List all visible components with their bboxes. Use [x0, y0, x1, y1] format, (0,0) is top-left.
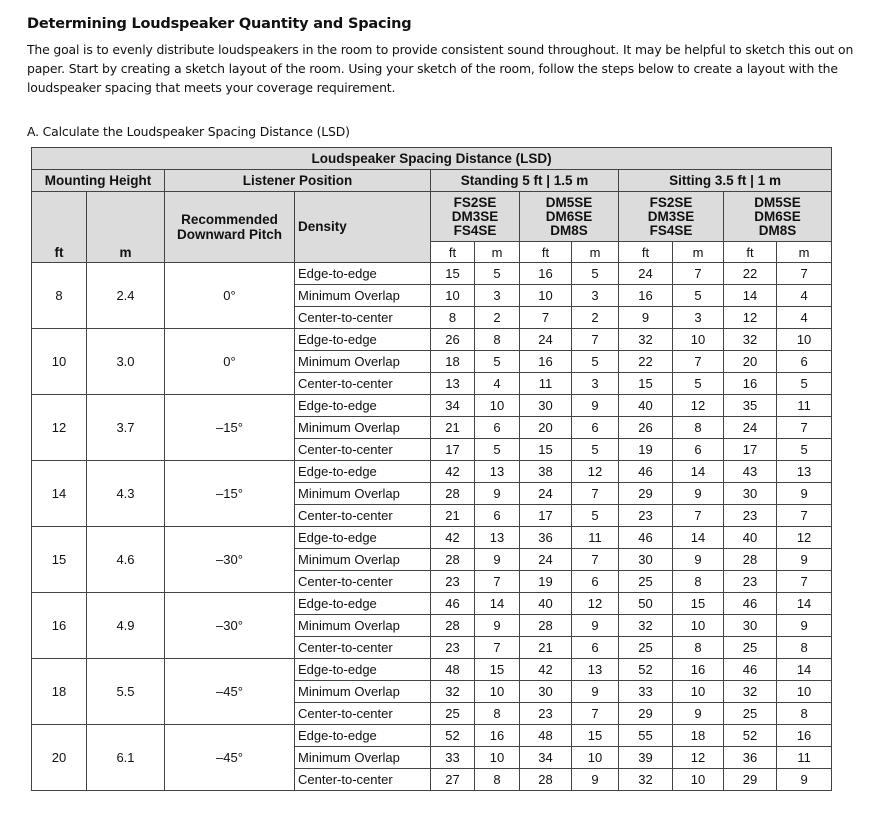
- value-cell: 7: [572, 549, 619, 571]
- value-cell: 30: [724, 483, 777, 505]
- density-cell: Center-to-center: [295, 703, 431, 725]
- value-cell: 29: [724, 769, 777, 791]
- value-cell: 23: [619, 505, 673, 527]
- m-header: m: [87, 192, 165, 263]
- value-cell: 10: [572, 747, 619, 769]
- value-cell: 8: [673, 417, 724, 439]
- height-ft-cell: 16: [32, 593, 87, 659]
- value-cell: 9: [673, 703, 724, 725]
- density-cell: Minimum Overlap: [295, 417, 431, 439]
- pitch-cell: –45°: [165, 725, 295, 791]
- value-cell: 18: [673, 725, 724, 747]
- value-cell: 7: [777, 263, 832, 285]
- value-cell: 32: [724, 329, 777, 351]
- value-cell: 15: [572, 725, 619, 747]
- value-cell: 30: [619, 549, 673, 571]
- value-cell: 39: [619, 747, 673, 769]
- value-cell: 13: [572, 659, 619, 681]
- unit-m: m: [673, 242, 724, 263]
- value-cell: 7: [673, 351, 724, 373]
- unit-m: m: [777, 242, 832, 263]
- value-cell: 23: [431, 637, 475, 659]
- value-cell: 10: [431, 285, 475, 307]
- value-cell: 48: [520, 725, 572, 747]
- model-name: FS4SE: [453, 222, 497, 238]
- value-cell: 8: [777, 703, 832, 725]
- unit-m: m: [475, 242, 520, 263]
- value-cell: 6: [572, 417, 619, 439]
- standing-models-b: [520, 192, 619, 242]
- value-cell: 34: [431, 395, 475, 417]
- height-ft-cell: 20: [32, 725, 87, 791]
- value-cell: 9: [475, 615, 520, 637]
- value-cell: 32: [724, 681, 777, 703]
- density-cell: Center-to-center: [295, 307, 431, 329]
- density-cell: Edge-to-edge: [295, 659, 431, 681]
- value-cell: 32: [619, 615, 673, 637]
- value-cell: 23: [520, 703, 572, 725]
- value-cell: 10: [777, 681, 832, 703]
- density-cell: Edge-to-edge: [295, 725, 431, 747]
- value-cell: 6: [475, 505, 520, 527]
- value-cell: 22: [619, 351, 673, 373]
- value-cell: 52: [724, 725, 777, 747]
- value-cell: 14: [777, 593, 832, 615]
- value-cell: 10: [475, 747, 520, 769]
- density-cell: Center-to-center: [295, 571, 431, 593]
- value-cell: 22: [724, 263, 777, 285]
- value-cell: 7: [572, 329, 619, 351]
- value-cell: 9: [777, 483, 832, 505]
- value-cell: 16: [475, 725, 520, 747]
- table-row: [32, 527, 832, 549]
- height-ft-cell: 14: [32, 461, 87, 527]
- value-cell: 10: [673, 329, 724, 351]
- height-m-cell: 2.4: [87, 263, 165, 329]
- value-cell: 7: [520, 307, 572, 329]
- height-m-cell: 4.6: [87, 527, 165, 593]
- model-name: DM8S: [758, 222, 797, 238]
- value-cell: 24: [520, 549, 572, 571]
- value-cell: 9: [572, 681, 619, 703]
- density-cell: Center-to-center: [295, 769, 431, 791]
- value-cell: 9: [475, 483, 520, 505]
- value-cell: 6: [673, 439, 724, 461]
- value-cell: 18: [431, 351, 475, 373]
- standing-header: Standing 5 ft | 1.5 m: [431, 170, 619, 192]
- mounting-height-header: Mounting Height: [32, 170, 165, 192]
- value-cell: 6: [572, 571, 619, 593]
- pitch-cell: 0°: [165, 329, 295, 395]
- value-cell: 10: [475, 681, 520, 703]
- value-cell: 15: [520, 439, 572, 461]
- model-name: FS4SE: [649, 222, 693, 238]
- density-cell: Minimum Overlap: [295, 549, 431, 571]
- value-cell: 24: [724, 417, 777, 439]
- model-name: FS2SE: [453, 194, 497, 210]
- value-cell: 11: [572, 527, 619, 549]
- value-cell: 11: [777, 395, 832, 417]
- height-m-cell: 4.3: [87, 461, 165, 527]
- value-cell: 7: [777, 571, 832, 593]
- density-cell: Edge-to-edge: [295, 593, 431, 615]
- table-row: [32, 725, 832, 747]
- value-cell: 13: [475, 461, 520, 483]
- value-cell: 15: [475, 659, 520, 681]
- pitch-cell: –15°: [165, 461, 295, 527]
- height-ft-cell: 8: [32, 263, 87, 329]
- value-cell: 16: [724, 373, 777, 395]
- value-cell: 28: [431, 549, 475, 571]
- value-cell: 21: [431, 505, 475, 527]
- value-cell: 5: [475, 351, 520, 373]
- value-cell: 25: [619, 637, 673, 659]
- height-m-cell: 6.1: [87, 725, 165, 791]
- value-cell: 25: [724, 703, 777, 725]
- unit-ft: ft: [724, 242, 777, 263]
- value-cell: 13: [777, 461, 832, 483]
- value-cell: 5: [475, 439, 520, 461]
- height-m-cell: 4.9: [87, 593, 165, 659]
- density-cell: Edge-to-edge: [295, 263, 431, 285]
- value-cell: 2: [475, 307, 520, 329]
- value-cell: 7: [777, 505, 832, 527]
- density-cell: Minimum Overlap: [295, 483, 431, 505]
- value-cell: 7: [475, 637, 520, 659]
- value-cell: 23: [724, 505, 777, 527]
- value-cell: 11: [520, 373, 572, 395]
- value-cell: 9: [777, 769, 832, 791]
- value-cell: 24: [520, 483, 572, 505]
- height-ft-cell: 15: [32, 527, 87, 593]
- height-m-cell: 3.7: [87, 395, 165, 461]
- value-cell: 12: [777, 527, 832, 549]
- value-cell: 8: [431, 307, 475, 329]
- value-cell: 20: [520, 417, 572, 439]
- model-name: DM3SE: [647, 208, 695, 224]
- value-cell: 14: [724, 285, 777, 307]
- value-cell: 28: [431, 615, 475, 637]
- value-cell: 33: [431, 747, 475, 769]
- density-cell: Minimum Overlap: [295, 747, 431, 769]
- value-cell: 7: [777, 417, 832, 439]
- value-cell: 10: [777, 329, 832, 351]
- height-ft-cell: 18: [32, 659, 87, 725]
- pitch-cell: 0°: [165, 263, 295, 329]
- value-cell: 30: [724, 615, 777, 637]
- density-cell: Minimum Overlap: [295, 351, 431, 373]
- value-cell: 55: [619, 725, 673, 747]
- model-name: DM6SE: [545, 208, 593, 224]
- value-cell: 9: [619, 307, 673, 329]
- unit-ft: ft: [619, 242, 673, 263]
- value-cell: 42: [431, 461, 475, 483]
- density-cell: Center-to-center: [295, 505, 431, 527]
- value-cell: 32: [431, 681, 475, 703]
- value-cell: 40: [520, 593, 572, 615]
- density-cell: Center-to-center: [295, 637, 431, 659]
- pitch-cell: –30°: [165, 527, 295, 593]
- value-cell: 5: [572, 263, 619, 285]
- value-cell: 10: [673, 615, 724, 637]
- value-cell: 10: [673, 769, 724, 791]
- value-cell: 7: [475, 571, 520, 593]
- value-cell: 5: [777, 373, 832, 395]
- value-cell: 17: [431, 439, 475, 461]
- unit-ft: ft: [520, 242, 572, 263]
- value-cell: 9: [673, 549, 724, 571]
- value-cell: 34: [520, 747, 572, 769]
- value-cell: 36: [724, 747, 777, 769]
- value-cell: 7: [673, 505, 724, 527]
- table-body: [32, 263, 832, 791]
- value-cell: 26: [619, 417, 673, 439]
- value-cell: 40: [724, 527, 777, 549]
- value-cell: 11: [777, 747, 832, 769]
- density-cell: Edge-to-edge: [295, 329, 431, 351]
- model-name: DM5SE: [545, 194, 593, 210]
- value-cell: 6: [777, 351, 832, 373]
- value-cell: 3: [572, 285, 619, 307]
- value-cell: 9: [777, 549, 832, 571]
- value-cell: 4: [777, 307, 832, 329]
- value-cell: 29: [619, 483, 673, 505]
- value-cell: 42: [431, 527, 475, 549]
- value-cell: 52: [619, 659, 673, 681]
- listener-position-header: Listener Position: [165, 170, 431, 192]
- value-cell: 52: [431, 725, 475, 747]
- value-cell: 50: [619, 593, 673, 615]
- value-cell: 24: [619, 263, 673, 285]
- value-cell: 28: [724, 549, 777, 571]
- pitch-cell: –45°: [165, 659, 295, 725]
- value-cell: 17: [520, 505, 572, 527]
- height-m-cell: 5.5: [87, 659, 165, 725]
- value-cell: 30: [520, 395, 572, 417]
- density-cell: Center-to-center: [295, 439, 431, 461]
- intro-paragraph: The goal is to evenly distribute loudspeakers in the room to provide consistent sound throughout. It may be helpful to sketch this out on paper. Start by creating a sketch layout of the room. Using your sketch of the room, follow the steps below to create a layout with the loudspeaker spacing that meets your coverage requirement.: [27, 42, 854, 95]
- value-cell: 10: [673, 681, 724, 703]
- standing-models-a: [431, 192, 520, 242]
- value-cell: 46: [619, 461, 673, 483]
- value-cell: 5: [673, 373, 724, 395]
- value-cell: 16: [520, 351, 572, 373]
- value-cell: 25: [431, 703, 475, 725]
- value-cell: 20: [724, 351, 777, 373]
- page-title: Determining Loudspeaker Quantity and Spacing: [27, 16, 412, 32]
- ft-header: ft: [32, 192, 87, 263]
- value-cell: 16: [673, 659, 724, 681]
- value-cell: 14: [475, 593, 520, 615]
- value-cell: 3: [572, 373, 619, 395]
- value-cell: 5: [673, 285, 724, 307]
- density-cell: Center-to-center: [295, 373, 431, 395]
- value-cell: 8: [673, 637, 724, 659]
- value-cell: 28: [431, 483, 475, 505]
- height-ft-cell: 12: [32, 395, 87, 461]
- table-caption: Loudspeaker Spacing Distance (LSD): [32, 148, 832, 170]
- value-cell: 8: [777, 637, 832, 659]
- value-cell: 5: [777, 439, 832, 461]
- density-header: Density: [295, 192, 431, 263]
- density-cell: Edge-to-edge: [295, 395, 431, 417]
- model-name: FS2SE: [649, 194, 693, 210]
- value-cell: 14: [777, 659, 832, 681]
- value-cell: 8: [475, 329, 520, 351]
- value-cell: 3: [673, 307, 724, 329]
- model-name: DM8S: [550, 222, 588, 238]
- value-cell: 5: [475, 263, 520, 285]
- value-cell: 4: [475, 373, 520, 395]
- value-cell: 7: [572, 483, 619, 505]
- value-cell: 16: [619, 285, 673, 307]
- value-cell: 5: [572, 351, 619, 373]
- value-cell: 27: [431, 769, 475, 791]
- value-cell: 9: [572, 769, 619, 791]
- value-cell: 7: [673, 263, 724, 285]
- value-cell: 21: [520, 637, 572, 659]
- value-cell: 14: [673, 527, 724, 549]
- density-cell: Minimum Overlap: [295, 681, 431, 703]
- pitch-header: Recommended Downward Pitch: [165, 192, 295, 263]
- unit-m: m: [572, 242, 619, 263]
- sitting-models-a: [619, 192, 724, 242]
- sitting-header: Sitting 3.5 ft | 1 m: [619, 170, 832, 192]
- value-cell: 10: [475, 395, 520, 417]
- table-row: [32, 395, 832, 417]
- value-cell: 46: [724, 659, 777, 681]
- value-cell: 28: [520, 769, 572, 791]
- model-name: DM6SE: [754, 208, 801, 224]
- value-cell: 7: [572, 703, 619, 725]
- value-cell: 12: [673, 747, 724, 769]
- value-cell: 12: [572, 593, 619, 615]
- table-row: [32, 593, 832, 615]
- value-cell: 15: [619, 373, 673, 395]
- value-cell: 9: [572, 395, 619, 417]
- height-m-cell: 3.0: [87, 329, 165, 395]
- value-cell: 9: [475, 549, 520, 571]
- value-cell: 6: [475, 417, 520, 439]
- height-ft-cell: 10: [32, 329, 87, 395]
- value-cell: 2: [572, 307, 619, 329]
- value-cell: 28: [520, 615, 572, 637]
- value-cell: 32: [619, 329, 673, 351]
- value-cell: 32: [619, 769, 673, 791]
- value-cell: 35: [724, 395, 777, 417]
- model-name: DM5SE: [754, 194, 801, 210]
- unit-ft: ft: [431, 242, 475, 263]
- value-cell: 6: [572, 637, 619, 659]
- value-cell: 5: [572, 505, 619, 527]
- value-cell: 23: [724, 571, 777, 593]
- value-cell: 9: [673, 483, 724, 505]
- value-cell: 12: [572, 461, 619, 483]
- value-cell: 40: [619, 395, 673, 417]
- table-row: [32, 461, 832, 483]
- pitch-cell: –15°: [165, 395, 295, 461]
- value-cell: 46: [619, 527, 673, 549]
- value-cell: 43: [724, 461, 777, 483]
- model-name: DM3SE: [451, 208, 499, 224]
- value-cell: 14: [673, 461, 724, 483]
- value-cell: 36: [520, 527, 572, 549]
- pitch-cell: –30°: [165, 593, 295, 659]
- value-cell: 3: [475, 285, 520, 307]
- table-row: [32, 329, 832, 351]
- section-label: A. Calculate the Loudspeaker Spacing Distance (LSD): [27, 124, 350, 139]
- value-cell: 24: [520, 329, 572, 351]
- value-cell: 46: [724, 593, 777, 615]
- value-cell: 25: [619, 571, 673, 593]
- value-cell: 33: [619, 681, 673, 703]
- value-cell: 21: [431, 417, 475, 439]
- value-cell: 12: [673, 395, 724, 417]
- value-cell: 19: [520, 571, 572, 593]
- value-cell: 8: [475, 769, 520, 791]
- value-cell: 23: [431, 571, 475, 593]
- density-cell: Edge-to-edge: [295, 527, 431, 549]
- value-cell: 38: [520, 461, 572, 483]
- value-cell: 17: [724, 439, 777, 461]
- value-cell: 4: [777, 285, 832, 307]
- value-cell: 15: [431, 263, 475, 285]
- table-row: [32, 659, 832, 681]
- value-cell: 10: [520, 285, 572, 307]
- value-cell: 16: [520, 263, 572, 285]
- value-cell: 13: [431, 373, 475, 395]
- value-cell: 48: [431, 659, 475, 681]
- value-cell: 15: [673, 593, 724, 615]
- value-cell: 30: [520, 681, 572, 703]
- value-cell: 29: [619, 703, 673, 725]
- value-cell: 46: [431, 593, 475, 615]
- table-row: [32, 263, 832, 285]
- value-cell: 13: [475, 527, 520, 549]
- density-cell: Minimum Overlap: [295, 285, 431, 307]
- value-cell: 9: [572, 615, 619, 637]
- sitting-models-b: [724, 192, 832, 242]
- value-cell: 42: [520, 659, 572, 681]
- density-cell: Edge-to-edge: [295, 461, 431, 483]
- value-cell: 16: [777, 725, 832, 747]
- value-cell: 25: [724, 637, 777, 659]
- lsd-table: [31, 147, 832, 791]
- density-cell: Minimum Overlap: [295, 615, 431, 637]
- value-cell: 19: [619, 439, 673, 461]
- value-cell: 8: [475, 703, 520, 725]
- value-cell: 26: [431, 329, 475, 351]
- value-cell: 5: [572, 439, 619, 461]
- value-cell: 9: [777, 615, 832, 637]
- value-cell: 12: [724, 307, 777, 329]
- value-cell: 8: [673, 571, 724, 593]
